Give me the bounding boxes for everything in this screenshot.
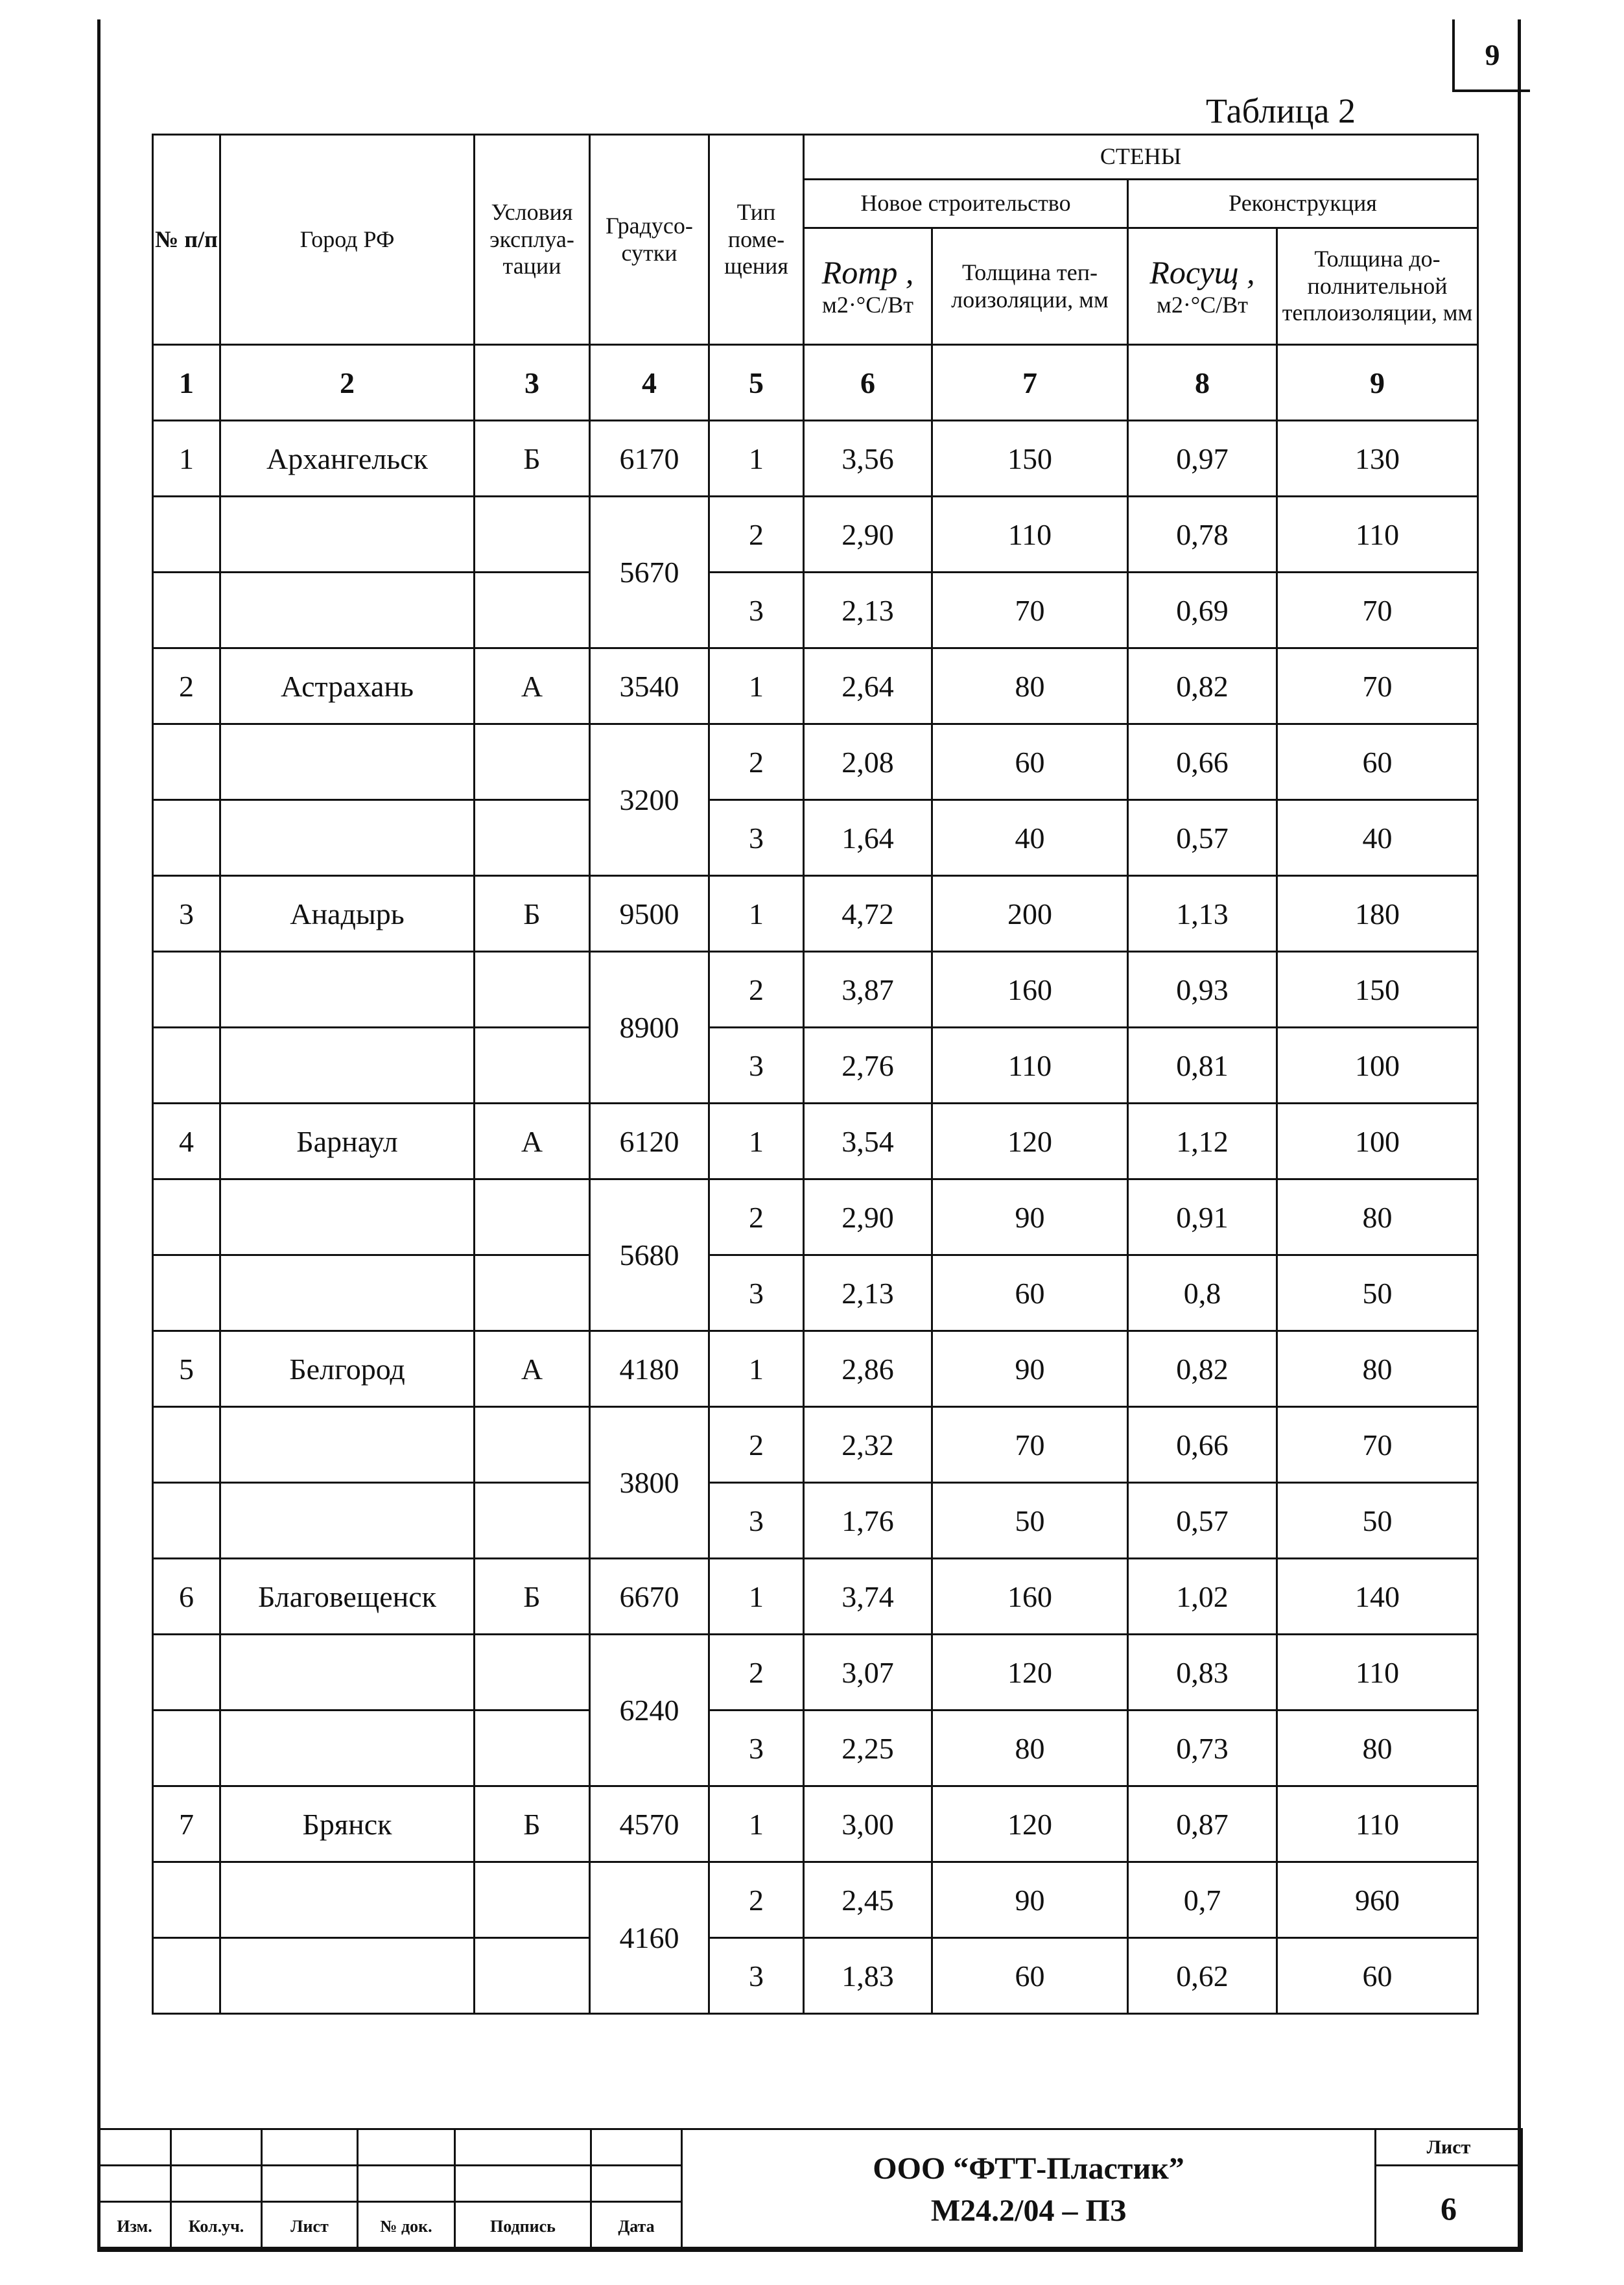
operating-conditions bbox=[475, 1635, 590, 1711]
header-insulation-thickness: Толщина теп-лоизоляции, мм bbox=[932, 228, 1128, 345]
additional-thickness-value: 70 bbox=[1277, 1407, 1478, 1483]
row-number bbox=[153, 497, 220, 573]
r-required-value: 2,13 bbox=[804, 1255, 932, 1331]
table-row bbox=[153, 421, 1478, 497]
stamp-cell bbox=[262, 2129, 358, 2166]
r-existing-value: 0,57 bbox=[1128, 1483, 1277, 1559]
header-reconstruction: Реконструкция bbox=[1128, 180, 1478, 228]
table-row bbox=[153, 724, 1478, 800]
insulation-thickness-value: 80 bbox=[932, 648, 1128, 724]
stamp-label-signature: Подпись bbox=[455, 2202, 591, 2251]
operating-conditions: А bbox=[475, 1331, 590, 1407]
r-existing-value: 1,13 bbox=[1128, 876, 1277, 952]
document-code: М24.2/04 – ПЗ bbox=[930, 2193, 1127, 2228]
table-row bbox=[153, 1711, 1478, 1786]
r-required-value: 2,76 bbox=[804, 1028, 932, 1104]
column-number: 9 bbox=[1277, 345, 1478, 421]
r-required-units: м2·°С/Вт bbox=[822, 291, 913, 318]
insulation-thickness-value: 90 bbox=[932, 1331, 1128, 1407]
room-type: 2 bbox=[709, 1407, 804, 1483]
stamp-label-sheet: Лист bbox=[262, 2202, 358, 2251]
operating-conditions bbox=[475, 952, 590, 1028]
room-type: 3 bbox=[709, 800, 804, 876]
header-room-type: Тип поме-щения bbox=[709, 135, 804, 345]
additional-thickness-value: 110 bbox=[1277, 497, 1478, 573]
room-type: 3 bbox=[709, 1711, 804, 1786]
degree-days: 3800 bbox=[590, 1407, 709, 1559]
additional-thickness-value: 110 bbox=[1277, 1635, 1478, 1711]
r-existing-value: 0,7 bbox=[1128, 1862, 1277, 1938]
table-row bbox=[153, 1331, 1478, 1407]
room-type: 1 bbox=[709, 1786, 804, 1862]
row-number bbox=[153, 1179, 220, 1255]
header-additional-thickness: Толщина до-полнительной теплоизоляции, мм bbox=[1277, 228, 1478, 345]
header-r-required bbox=[804, 228, 932, 345]
r-existing-value: 1,02 bbox=[1128, 1559, 1277, 1635]
insulation-thickness-value: 60 bbox=[932, 724, 1128, 800]
stamp-cell bbox=[262, 2166, 358, 2202]
r-existing-value: 0,78 bbox=[1128, 497, 1277, 573]
r-required-symbol: Roтр , bbox=[821, 254, 914, 291]
table-row bbox=[153, 1635, 1478, 1711]
room-type: 1 bbox=[709, 1104, 804, 1179]
city-name bbox=[220, 800, 475, 876]
insulation-thickness-value: 160 bbox=[932, 1559, 1128, 1635]
stamp-cell bbox=[358, 2166, 455, 2202]
city-name: Брянск bbox=[220, 1786, 475, 1862]
operating-conditions bbox=[475, 1028, 590, 1104]
insulation-thickness-value: 90 bbox=[932, 1179, 1128, 1255]
operating-conditions bbox=[475, 1483, 590, 1559]
operating-conditions: Б bbox=[475, 421, 590, 497]
r-required-value: 2,45 bbox=[804, 1862, 932, 1938]
table-row bbox=[153, 1483, 1478, 1559]
row-number: 6 bbox=[153, 1559, 220, 1635]
room-type: 2 bbox=[709, 1862, 804, 1938]
r-existing-value: 0,83 bbox=[1128, 1635, 1277, 1711]
r-existing-value: 0,73 bbox=[1128, 1711, 1277, 1786]
city-name bbox=[220, 573, 475, 648]
additional-thickness-value: 70 bbox=[1277, 573, 1478, 648]
row-number bbox=[153, 1255, 220, 1331]
additional-thickness-value: 100 bbox=[1277, 1028, 1478, 1104]
r-existing-value: 0,62 bbox=[1128, 1938, 1277, 2014]
insulation-thickness-value: 160 bbox=[932, 952, 1128, 1028]
operating-conditions: Б bbox=[475, 876, 590, 952]
table-row bbox=[153, 1786, 1478, 1862]
operating-conditions: А bbox=[475, 648, 590, 724]
insulation-thickness-value: 60 bbox=[932, 1938, 1128, 2014]
row-number bbox=[153, 1483, 220, 1559]
city-name bbox=[220, 1483, 475, 1559]
stamp-cell bbox=[591, 2166, 682, 2202]
city-name: Благовещенск bbox=[220, 1559, 475, 1635]
r-existing-units: м2·°С/Вт bbox=[1157, 291, 1248, 318]
additional-thickness-value: 180 bbox=[1277, 876, 1478, 952]
stamp-cell bbox=[455, 2129, 591, 2166]
operating-conditions bbox=[475, 800, 590, 876]
r-required-value: 2,13 bbox=[804, 573, 932, 648]
column-number: 4 bbox=[590, 345, 709, 421]
r-required-value: 2,08 bbox=[804, 724, 932, 800]
row-number: 2 bbox=[153, 648, 220, 724]
room-type: 2 bbox=[709, 1635, 804, 1711]
city-name bbox=[220, 1255, 475, 1331]
header-conditions: Условия эксплуа-тации bbox=[475, 135, 590, 345]
r-required-value: 2,86 bbox=[804, 1331, 932, 1407]
insulation-thickness-value: 120 bbox=[932, 1104, 1128, 1179]
table-row bbox=[153, 648, 1478, 724]
additional-thickness-value: 80 bbox=[1277, 1711, 1478, 1786]
insulation-thickness-value: 120 bbox=[932, 1635, 1128, 1711]
room-type: 1 bbox=[709, 1559, 804, 1635]
additional-thickness-value: 130 bbox=[1277, 421, 1478, 497]
r-required-value: 1,83 bbox=[804, 1938, 932, 2014]
room-type: 3 bbox=[709, 573, 804, 648]
stamp-cell bbox=[171, 2129, 262, 2166]
table-row bbox=[153, 1559, 1478, 1635]
room-type: 2 bbox=[709, 952, 804, 1028]
city-name bbox=[220, 1407, 475, 1483]
city-name bbox=[220, 1711, 475, 1786]
r-required-value: 1,76 bbox=[804, 1483, 932, 1559]
stamp-cell bbox=[358, 2129, 455, 2166]
additional-thickness-value: 70 bbox=[1277, 648, 1478, 724]
r-required-value: 3,54 bbox=[804, 1104, 932, 1179]
operating-conditions: А bbox=[475, 1104, 590, 1179]
table-row bbox=[153, 1862, 1478, 1938]
r-existing-value: 0,81 bbox=[1128, 1028, 1277, 1104]
stamp-cell bbox=[99, 2166, 171, 2202]
insulation-thickness-value: 120 bbox=[932, 1786, 1128, 1862]
table-row bbox=[153, 497, 1478, 573]
r-existing-value: 0,69 bbox=[1128, 573, 1277, 648]
row-number bbox=[153, 952, 220, 1028]
degree-days: 5680 bbox=[590, 1179, 709, 1331]
city-name bbox=[220, 952, 475, 1028]
table-caption: Таблица 2 bbox=[1206, 91, 1356, 130]
degree-days: 8900 bbox=[590, 952, 709, 1104]
row-number bbox=[153, 1028, 220, 1104]
insulation-thickness-value: 70 bbox=[932, 1407, 1128, 1483]
stamp-label-doc-num: № док. bbox=[358, 2202, 455, 2251]
stamp-label-date: Дата bbox=[591, 2202, 682, 2251]
additional-thickness-value: 80 bbox=[1277, 1179, 1478, 1255]
city-name bbox=[220, 497, 475, 573]
insulation-thickness-value: 40 bbox=[932, 800, 1128, 876]
additional-thickness-value: 60 bbox=[1277, 724, 1478, 800]
r-required-value: 1,64 bbox=[804, 800, 932, 876]
city-name: Барнаул bbox=[220, 1104, 475, 1179]
operating-conditions bbox=[475, 1407, 590, 1483]
room-type: 2 bbox=[709, 724, 804, 800]
city-name bbox=[220, 1862, 475, 1938]
stamp-cell bbox=[99, 2129, 171, 2166]
column-number: 2 bbox=[220, 345, 475, 421]
table-row bbox=[153, 876, 1478, 952]
insulation-thickness-value: 110 bbox=[932, 1028, 1128, 1104]
header-new-construction: Новое строительство bbox=[804, 180, 1128, 228]
stamp-cell bbox=[171, 2166, 262, 2202]
r-required-value: 2,64 bbox=[804, 648, 932, 724]
header-city: Город РФ bbox=[220, 135, 475, 345]
operating-conditions bbox=[475, 1255, 590, 1331]
table-row bbox=[153, 800, 1478, 876]
r-existing-value: 0,66 bbox=[1128, 724, 1277, 800]
r-existing-value: 1,12 bbox=[1128, 1104, 1277, 1179]
row-number: 5 bbox=[153, 1331, 220, 1407]
header-num: № п/п bbox=[153, 135, 220, 345]
room-type: 3 bbox=[709, 1483, 804, 1559]
row-number bbox=[153, 724, 220, 800]
additional-thickness-value: 50 bbox=[1277, 1255, 1478, 1331]
r-required-value: 3,07 bbox=[804, 1635, 932, 1711]
degree-days: 6670 bbox=[590, 1559, 709, 1635]
insulation-thickness-value: 50 bbox=[932, 1483, 1128, 1559]
stamp-cell bbox=[591, 2129, 682, 2166]
degree-days: 5670 bbox=[590, 497, 709, 648]
city-name bbox=[220, 1635, 475, 1711]
page-number: 9 bbox=[1452, 19, 1530, 92]
additional-thickness-value: 150 bbox=[1277, 952, 1478, 1028]
room-type: 1 bbox=[709, 876, 804, 952]
r-existing-value: 0,91 bbox=[1128, 1179, 1277, 1255]
city-name bbox=[220, 1938, 475, 2014]
city-name bbox=[220, 1179, 475, 1255]
r-required-value: 2,90 bbox=[804, 497, 932, 573]
degree-days: 4180 bbox=[590, 1331, 709, 1407]
city-name: Астрахань bbox=[220, 648, 475, 724]
row-number: 7 bbox=[153, 1786, 220, 1862]
room-type: 3 bbox=[709, 1255, 804, 1331]
r-existing-value: 0,87 bbox=[1128, 1786, 1277, 1862]
r-required-value: 2,90 bbox=[804, 1179, 932, 1255]
r-existing-value: 0,8 bbox=[1128, 1255, 1277, 1331]
additional-thickness-value: 40 bbox=[1277, 800, 1478, 876]
operating-conditions bbox=[475, 497, 590, 573]
degree-days: 4570 bbox=[590, 1786, 709, 1862]
room-type: 1 bbox=[709, 1331, 804, 1407]
header-r-existing bbox=[1128, 228, 1277, 345]
r-required-value: 4,72 bbox=[804, 876, 932, 952]
additional-thickness-value: 100 bbox=[1277, 1104, 1478, 1179]
operating-conditions: Б bbox=[475, 1559, 590, 1635]
room-type: 3 bbox=[709, 1028, 804, 1104]
row-number: 4 bbox=[153, 1104, 220, 1179]
insulation-thickness-value: 70 bbox=[932, 573, 1128, 648]
operating-conditions bbox=[475, 1711, 590, 1786]
table-row bbox=[153, 573, 1478, 648]
insulation-thickness-value: 80 bbox=[932, 1711, 1128, 1786]
row-number bbox=[153, 1862, 220, 1938]
city-name: Анадырь bbox=[220, 876, 475, 952]
column-number: 7 bbox=[932, 345, 1128, 421]
r-required-value: 3,56 bbox=[804, 421, 932, 497]
r-required-value: 3,00 bbox=[804, 1786, 932, 1862]
degree-days: 6240 bbox=[590, 1635, 709, 1786]
room-type: 1 bbox=[709, 421, 804, 497]
insulation-thickness-value: 150 bbox=[932, 421, 1128, 497]
operating-conditions: Б bbox=[475, 1786, 590, 1862]
r-existing-value: 0,82 bbox=[1128, 1331, 1277, 1407]
r-existing-value: 0,82 bbox=[1128, 648, 1277, 724]
column-number: 5 bbox=[709, 345, 804, 421]
r-existing-value: 0,97 bbox=[1128, 421, 1277, 497]
row-number bbox=[153, 1635, 220, 1711]
insulation-thickness-value: 200 bbox=[932, 876, 1128, 952]
r-required-value: 2,32 bbox=[804, 1407, 932, 1483]
table-body bbox=[153, 421, 1478, 2014]
additional-thickness-value: 960 bbox=[1277, 1862, 1478, 1938]
additional-thickness-value: 140 bbox=[1277, 1559, 1478, 1635]
table-row bbox=[153, 1938, 1478, 2014]
r-existing-symbol: Roсущ , bbox=[1149, 254, 1255, 291]
header-walls: СТЕНЫ bbox=[804, 135, 1478, 180]
sheet-number: 6 bbox=[1376, 2166, 1522, 2251]
title-block bbox=[97, 2128, 1523, 2252]
operating-conditions bbox=[475, 724, 590, 800]
additional-thickness-value: 60 bbox=[1277, 1938, 1478, 2014]
room-type: 1 bbox=[709, 648, 804, 724]
header-degree-days: Градусо-сутки bbox=[590, 135, 709, 345]
sheet-label: Лист bbox=[1376, 2129, 1522, 2166]
table-row bbox=[153, 1104, 1478, 1179]
degree-days: 6120 bbox=[590, 1104, 709, 1179]
table-row bbox=[153, 1179, 1478, 1255]
additional-thickness-value: 110 bbox=[1277, 1786, 1478, 1862]
row-number bbox=[153, 573, 220, 648]
insulation-thickness-value: 60 bbox=[932, 1255, 1128, 1331]
column-number: 8 bbox=[1128, 345, 1277, 421]
operating-conditions bbox=[475, 1862, 590, 1938]
r-existing-value: 0,66 bbox=[1128, 1407, 1277, 1483]
r-existing-value: 0,93 bbox=[1128, 952, 1277, 1028]
insulation-thickness-value: 90 bbox=[932, 1862, 1128, 1938]
row-number: 3 bbox=[153, 876, 220, 952]
room-type: 2 bbox=[709, 1179, 804, 1255]
table-row bbox=[153, 952, 1478, 1028]
room-type: 3 bbox=[709, 1938, 804, 2014]
column-number-row bbox=[153, 345, 1478, 421]
r-required-value: 2,25 bbox=[804, 1711, 932, 1786]
row-number bbox=[153, 1711, 220, 1786]
insulation-thickness-value: 110 bbox=[932, 497, 1128, 573]
stamp-label-count: Кол.уч. bbox=[171, 2202, 262, 2251]
additional-thickness-value: 50 bbox=[1277, 1483, 1478, 1559]
table-row bbox=[153, 1255, 1478, 1331]
r-required-value: 3,74 bbox=[804, 1559, 932, 1635]
stamp-organization bbox=[682, 2129, 1376, 2251]
city-name bbox=[220, 724, 475, 800]
room-type: 2 bbox=[709, 497, 804, 573]
walls-table bbox=[152, 134, 1479, 2015]
row-number: 1 bbox=[153, 421, 220, 497]
r-existing-value: 0,57 bbox=[1128, 800, 1277, 876]
degree-days: 3200 bbox=[590, 724, 709, 876]
column-number: 3 bbox=[475, 345, 590, 421]
table-row bbox=[153, 1028, 1478, 1104]
organization-name: ООО “ФТТ-Пластик” bbox=[873, 2151, 1184, 2186]
operating-conditions bbox=[475, 1179, 590, 1255]
degree-days: 4160 bbox=[590, 1862, 709, 2014]
r-required-value: 3,87 bbox=[804, 952, 932, 1028]
table-header bbox=[153, 135, 1478, 421]
row-number bbox=[153, 1938, 220, 2014]
additional-thickness-value: 80 bbox=[1277, 1331, 1478, 1407]
row-number bbox=[153, 1407, 220, 1483]
row-number bbox=[153, 800, 220, 876]
degree-days: 6170 bbox=[590, 421, 709, 497]
operating-conditions bbox=[475, 573, 590, 648]
stamp-label-change: Изм. bbox=[99, 2202, 171, 2251]
table-row bbox=[153, 1407, 1478, 1483]
degree-days: 3540 bbox=[590, 648, 709, 724]
city-name: Белгород bbox=[220, 1331, 475, 1407]
column-number: 1 bbox=[153, 345, 220, 421]
operating-conditions bbox=[475, 1938, 590, 2014]
city-name: Архангельск bbox=[220, 421, 475, 497]
stamp-cell bbox=[455, 2166, 591, 2202]
city-name bbox=[220, 1028, 475, 1104]
degree-days: 9500 bbox=[590, 876, 709, 952]
column-number: 6 bbox=[804, 345, 932, 421]
